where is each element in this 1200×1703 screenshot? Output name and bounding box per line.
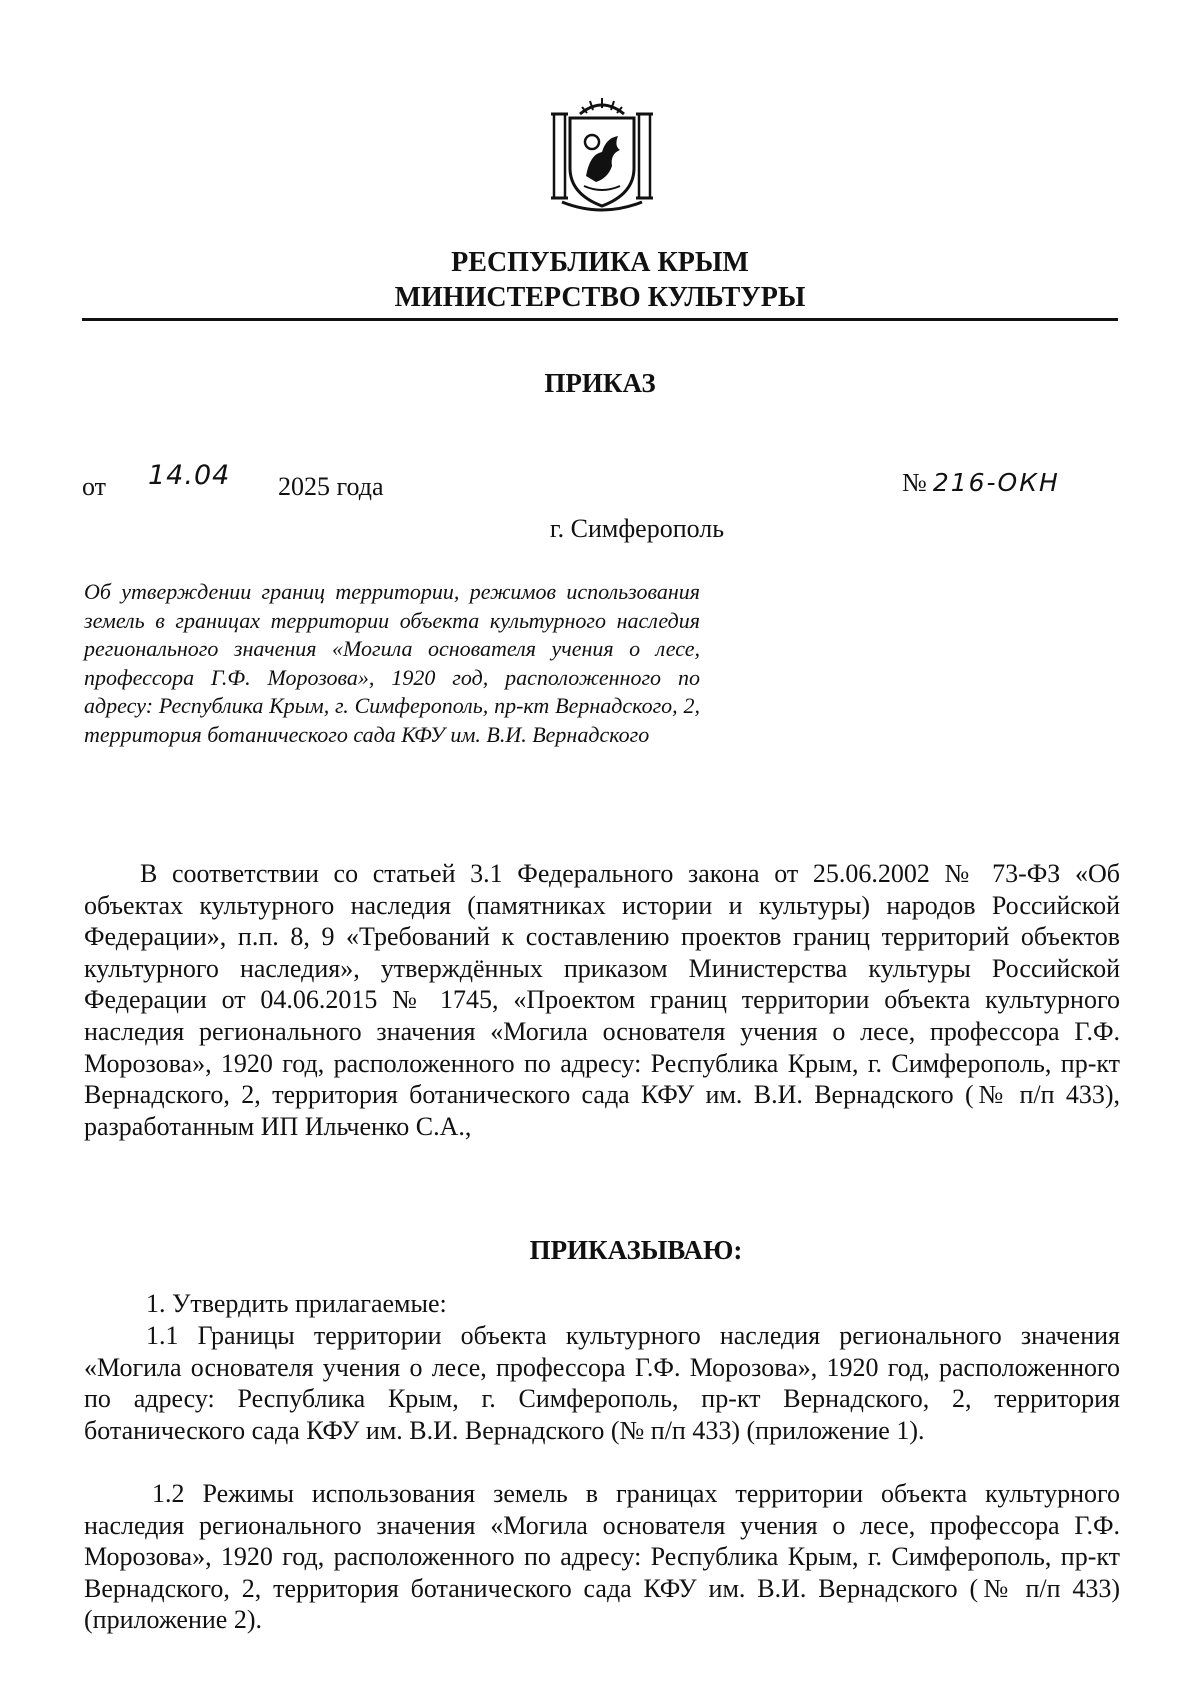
header-ministry: МИНИСТЕРСТВО КУЛЬТУРЫ [394, 282, 806, 313]
date-year: 2025 года [278, 472, 384, 501]
preamble-paragraph: В соответствии со статьей 3.1 Федерального закона от 25.06.2002 № 73-ФЗ «Об объектах культурного наследия (памятниках истории и культуры) народов Российской Федерации», п.п. 8, 9 «Требований к составлению проектов границ территорий объектов культурного наследия», утверждённых приказом Министерства культуры Российской Федерации от 04.06.2015 № 1745, «Проектом границ территории объекта культурного наследия регионального значения «Могила основателя учения о лесе, профессора Г.Ф. Морозова», 1920 год, расположенного по адресу: Республика Крым, г. Симферополь, пр-кт Вернадского, 2, территория ботанического сада КФУ им. В.И. Вернадского (№ п/п 433), разработанным ИП Ильченко С.А., [84, 859, 1120, 1141]
item-1-2: 1.2 Режимы использования земель в границах территории объекта культурного наследия регионального значения «Могила основателя учения о лесе, профессора Г.Ф. Морозова», 1920 год, расположенного по адресу: Республика Крым, г. Симферополь, пр-кт Вернадского, 2, территория ботанического сада КФУ им. В.И. Вернадского (№ п/п 433) (приложение 2). [84, 1479, 1120, 1635]
number-prefix: № [902, 468, 927, 497]
coat-of-arms-emblem [546, 94, 658, 218]
city: г. Симферополь [549, 514, 725, 543]
date-prefix: от [82, 472, 107, 501]
handwritten-date: 14.04 [148, 460, 231, 491]
header-divider [82, 318, 1118, 321]
item-1-1: 1.1 Границы территории объекта культурного наследия регионального значения «Могила основателя учения о лесе, профессора Г.Ф. Морозова», 1920 год, расположенного по адресу: Республика Крым, г. Симферополь, пр-кт Вернадского, 2, территория ботанического сада КФУ им. В.И. Вернадского (№ п/п 433) (приложение 1). [84, 1321, 1120, 1445]
order-subject: Об утверждении границ территории, режимов использования земель в границах территории объекта культурного наследия регионального значения «Могила основателя учения о лесе, профессора Г.Ф. Морозова», 1920 год, расположенного по адресу: Республика Крым, г. Симферополь, пр-кт Вернадского, 2, территория ботанического сада КФУ им. В.И. Вернадского [84, 579, 700, 747]
order-heading-text: ПРИКАЗЫВАЮ: [529, 1235, 743, 1265]
city-line [0, 514, 1200, 544]
document-type-title: ПРИКАЗ [544, 368, 656, 398]
header-republic: РЕСПУБЛИКА КРЫМ [451, 247, 749, 278]
handwritten-number: 216-ОКН [932, 468, 1060, 497]
order-heading [0, 1235, 1200, 1266]
document-number [902, 468, 1060, 498]
item-1: 1. Утвердить прилагаемые: [146, 1289, 447, 1318]
